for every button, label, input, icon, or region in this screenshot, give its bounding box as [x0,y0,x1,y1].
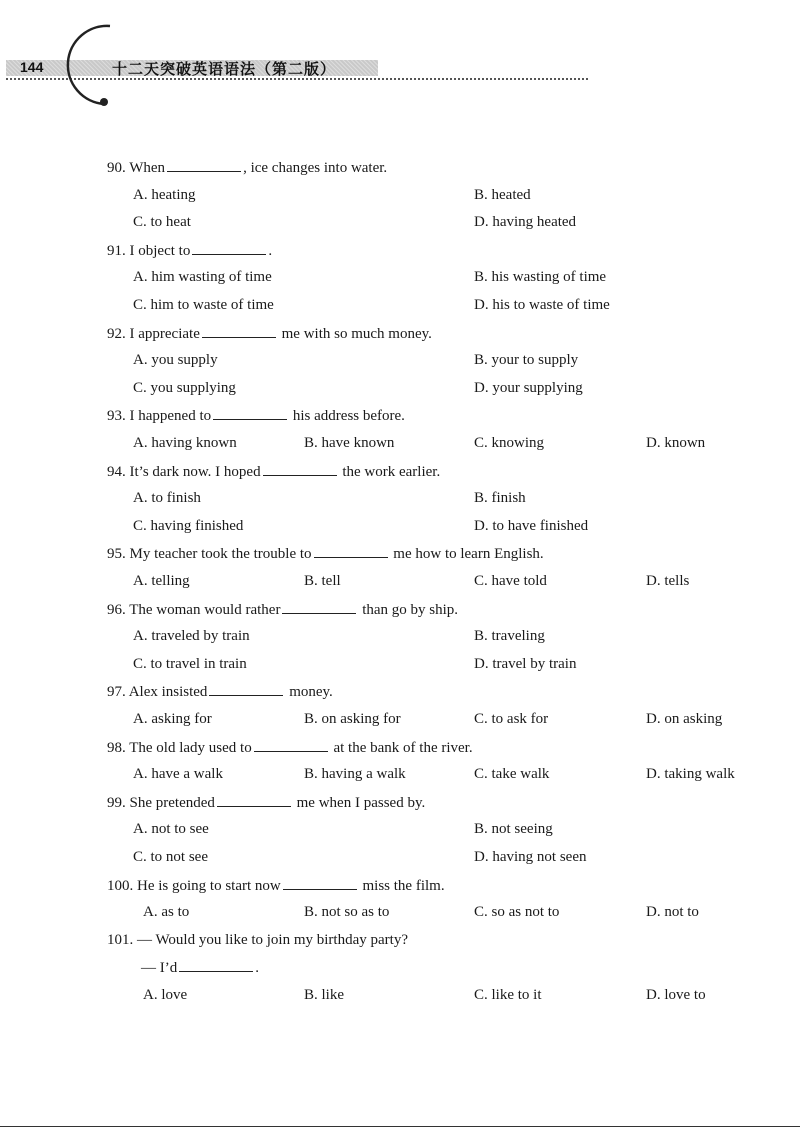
answer-option[interactable]: D. not to [646,904,699,921]
answer-option[interactable]: D. his to waste of time [474,297,610,313]
answer-option[interactable]: A. having known [133,435,237,451]
question-number: 95. [107,546,130,563]
question-stem [107,241,272,260]
answer-option[interactable]: D. tells [646,573,690,589]
answer-blank [192,241,266,255]
question-text: She pretended [129,794,215,811]
question-text: the work earlier. [338,463,441,480]
answer-option[interactable]: B. like [304,987,344,1003]
question-stem [107,462,440,481]
question-number: 92. [107,325,130,342]
question-text: My teacher took the trouble to [129,546,312,563]
answer-option[interactable]: C. to heat [133,214,191,231]
question-text: I object to [129,242,191,259]
answer-option[interactable]: C. to ask for [474,711,549,727]
page-number: 144 [20,59,44,75]
answer-option[interactable]: C. like to it [474,987,542,1003]
answer-option[interactable]: C. having finished [133,517,244,534]
answer-option[interactable]: B. having a walk [304,766,406,783]
question-stem [107,876,445,895]
answer-option[interactable]: B. tell [304,573,341,589]
answer-option[interactable]: C. you supplying [133,379,236,396]
answer-option[interactable]: C. to travel in train [133,655,247,672]
question-text: I appreciate [129,325,200,342]
question-number: 98. [107,739,130,756]
answer-option[interactable]: D. on asking [646,711,723,727]
question-stem [107,793,425,812]
answer-option[interactable]: A. traveled by train [133,628,250,645]
answer-option[interactable]: C. take walk [474,766,550,783]
question-text: money. [285,684,333,701]
answer-blank [167,158,241,172]
answer-option[interactable]: A. as to [143,904,190,921]
question-stem [107,406,405,425]
question-stem [107,544,544,563]
answer-blank [314,544,388,558]
answer-blank [282,600,356,614]
answer-option[interactable]: A. him wasting of time [133,269,272,286]
question-text: I happened to [129,408,212,425]
answer-option[interactable]: D. travel by train [474,655,577,672]
question-number: 94. [107,463,130,480]
question-number: 101. [107,931,137,948]
question-text: his address before. [289,408,405,425]
answer-option[interactable]: B. his wasting of time [474,269,607,286]
answer-option[interactable]: D. taking walk [646,766,735,783]
answer-option[interactable]: B. have known [304,435,395,451]
answer-option[interactable]: A. have a walk [133,766,223,783]
question-text: at the bank of the river. [329,739,473,756]
answer-option[interactable]: D. love to [646,987,706,1003]
answer-option[interactable]: B. not seeing [474,821,553,838]
answer-option[interactable]: C. so as not to [474,904,560,921]
question-text: me with so much money. [277,325,432,342]
answer-option[interactable]: B. your to supply [474,352,579,369]
question-number: 100. [107,877,137,894]
question-stem [107,600,458,619]
question-text: . [255,960,259,977]
question-text: — Would you like to join my birthday party? [137,931,408,948]
answer-blank [254,738,328,752]
answer-option[interactable]: B. on asking for [304,711,401,727]
answer-option[interactable]: B. traveling [474,628,545,645]
answer-option[interactable]: A. not to see [133,821,209,838]
answer-option[interactable]: D. your supplying [474,379,583,396]
answer-option[interactable]: D. known [646,435,706,451]
question-text: — I’d [141,960,178,977]
answer-option[interactable]: A. telling [133,573,190,589]
answer-blank [209,682,283,696]
bottom-rule [0,1126,800,1127]
answer-option[interactable]: A. you supply [133,352,218,369]
question-stem [107,324,432,343]
question-text: , ice changes into water. [243,160,388,176]
answer-blank [283,876,357,890]
answer-option[interactable]: C. to not see [133,849,208,865]
question-text: me how to learn English. [389,546,544,563]
answer-blank [179,958,253,972]
question-text: He is going to start now [137,877,281,894]
answer-option[interactable]: B. finish [474,490,526,507]
answer-option[interactable]: A. love [143,987,188,1003]
question-number: 96. [107,601,130,618]
question-stem [107,738,473,757]
answer-blank [217,793,291,807]
answer-option[interactable]: D. having heated [474,214,577,231]
question-text: When [129,160,166,176]
answer-option[interactable]: A. asking for [133,711,212,727]
question-stem [107,931,408,949]
question-reply [141,958,259,977]
answer-option[interactable]: A. to finish [133,490,201,507]
answer-blank [263,462,337,476]
answer-option[interactable]: C. him to waste of time [133,297,274,313]
question-number: 97. [107,684,129,701]
answer-option[interactable]: B. heated [474,186,531,203]
answer-option[interactable]: B. not so as to [304,904,390,921]
question-number: 91. [107,242,130,259]
question-number: 93. [107,408,130,425]
question-stem [107,158,387,177]
question-text: The woman would rather [129,601,281,618]
answer-option[interactable]: D. to have finished [474,517,589,534]
answer-blank [202,324,276,338]
question-text: The old lady used to [129,739,252,756]
answer-option[interactable]: C. knowing [474,435,545,451]
answer-blank [213,406,287,420]
question-number: 99. [107,794,130,811]
question-number: 90. [107,160,130,176]
question-text: Alex insisted [128,684,208,701]
question-text: miss the film. [358,877,445,894]
book-title: 十二天突破英语语法（第二版） [112,60,337,78]
answer-option[interactable]: A. heating [133,186,196,203]
question-stem [107,682,333,701]
answer-option[interactable]: C. have told [474,573,547,589]
question-text: than go by ship. [358,601,459,618]
question-text: It’s dark now. I hoped [129,463,261,480]
question-text: me when I passed by. [292,794,426,811]
question-text: . [268,242,273,259]
answer-option[interactable]: D. having not seen [474,849,587,865]
